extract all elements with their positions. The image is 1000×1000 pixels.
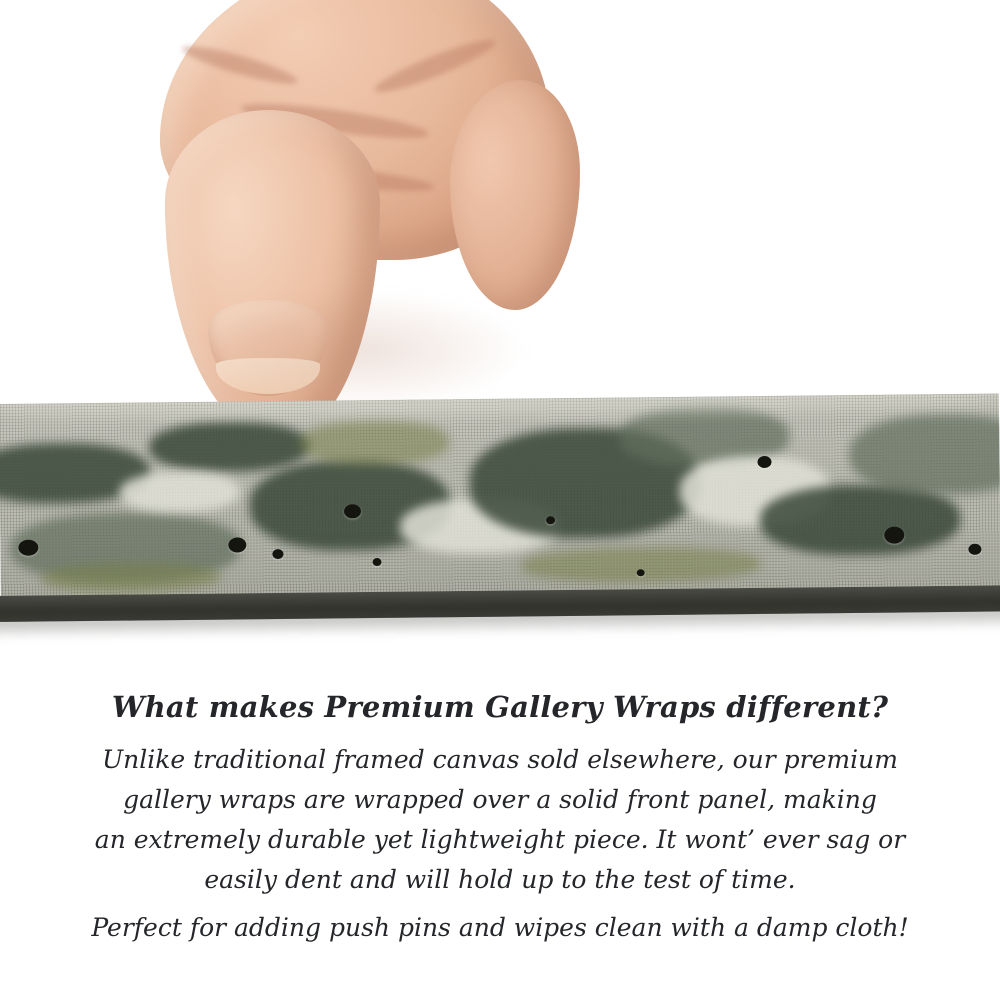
caption-line: easily dent and will hold up to the test of time. xyxy=(204,865,796,894)
caption-line: an extremely durable yet lightweight piece. It wont’ ever sag or xyxy=(94,825,906,854)
caption-line: Unlike traditional framed canvas sold elsewhere, our premium xyxy=(102,745,898,774)
hand-illustration xyxy=(120,0,590,430)
caption-block xyxy=(0,690,1000,948)
caption-headline: What makes Premium Gallery Wraps different? xyxy=(111,690,889,724)
hand-shadow xyxy=(190,290,530,410)
caption-line: gallery wraps are wrapped over a solid front panel, making xyxy=(123,785,877,814)
thumb xyxy=(450,80,580,310)
caption-line-final: Perfect for adding push pins and wipes clean with a damp cloth! xyxy=(91,913,909,942)
